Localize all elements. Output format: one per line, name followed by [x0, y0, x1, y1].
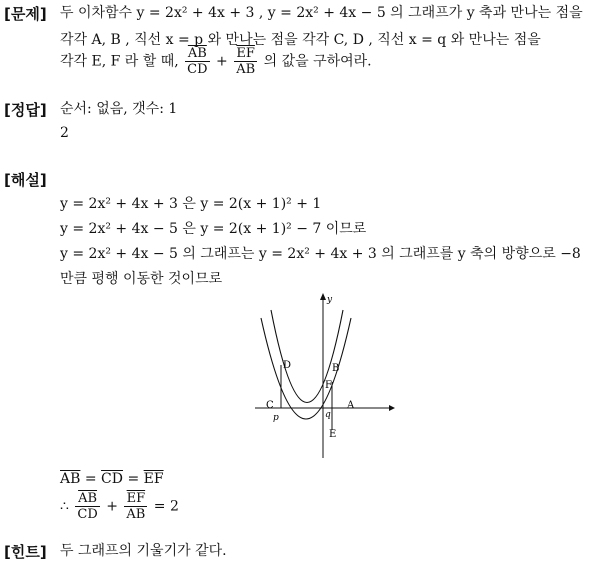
- point-b-label: B: [332, 363, 340, 374]
- solution-line-3: y = 2x² + 4x − 5 의 그래프는 y = 2x² + 4x + 3 의 그래프를 y 축의 방향으로 −8: [60, 246, 581, 262]
- point-c-label: C: [266, 400, 274, 411]
- result-fraction-ab-cd: [75, 491, 99, 522]
- segment-cd: $\overline{CD}$: [101, 471, 123, 487]
- problem-frac2-num: $\overline{EF}$: [236, 46, 255, 61]
- problem-fraction-ab-cd: [185, 46, 209, 77]
- parabola-graph: [255, 290, 395, 460]
- problem-frac2-den: AB: [236, 62, 256, 77]
- x-axis-arrow: [389, 405, 395, 411]
- result-frac1-num: $\overline{AB}$: [78, 491, 98, 506]
- hint-text: 두 그래프의 기울기가 같다.: [60, 543, 227, 559]
- problem-line-3-pre: 각각 E, F 라 할 때,: [60, 53, 179, 70]
- segment-ef: $\overline{EF}$: [143, 471, 164, 487]
- result-frac2-den: AB: [126, 507, 146, 522]
- segment-equality: [60, 470, 164, 488]
- result-value: = 2: [153, 498, 179, 515]
- problem-line-3-post: 의 값을 구하여라.: [263, 53, 372, 70]
- y-axis-arrow: [320, 293, 326, 300]
- point-f-label: F: [325, 380, 332, 391]
- therefore-symbol: ∴: [60, 498, 69, 515]
- point-q-label: q: [325, 410, 331, 420]
- answer-line-1: 순서: 없음, 갯수: 1: [60, 101, 178, 117]
- point-e-label: E: [329, 429, 337, 440]
- result-frac2-num: $\overline{EF}$: [126, 491, 146, 506]
- solution-line-2: y = 2x² + 4x − 5 은 y = 2(x + 1)² − 7 이므로: [60, 221, 367, 237]
- answer-label: [정답]: [4, 101, 47, 119]
- problem-fraction-ef-ab: [234, 46, 257, 77]
- problem-frac1-num: $\overline{AB}$: [187, 46, 207, 61]
- problem-plus: +: [216, 53, 228, 70]
- result-fraction-ef-ab: [124, 491, 147, 522]
- solution-line-1: y = 2x² + 4x + 3 은 y = 2(x + 1)² + 1: [60, 196, 322, 212]
- solution-line-4: 만큼 평행 이동한 것이므로: [60, 271, 223, 287]
- answer-line-2: 2: [60, 125, 69, 141]
- problem-line-3: [60, 46, 372, 77]
- result-frac1-den: CD: [77, 507, 98, 522]
- y-axis-label: y: [327, 295, 333, 305]
- problem-label: [문제]: [4, 5, 47, 23]
- point-p-label: p: [273, 413, 279, 423]
- problem-line-1: 두 이차함수 y = 2x² + 4x + 3 , y = 2x² + 4x − 5 의 그래프가 y 축과 만나는 점을: [60, 5, 583, 21]
- problem-frac1-den: CD: [187, 62, 208, 77]
- solution-label: [해설]: [4, 171, 47, 189]
- segment-ab: $\overline{AB}$: [60, 471, 81, 487]
- equal-sign-1: =: [84, 471, 97, 487]
- result-line: [60, 491, 179, 522]
- problem-line-2: 각각 A, B , 직선 x = p 와 만나는 점을 각각 C, D , 직선 x = q 와 만나는 점을: [60, 32, 541, 48]
- equal-sign-2: =: [127, 471, 140, 487]
- point-a-label: A: [347, 400, 355, 411]
- hint-label: [힌트]: [4, 543, 47, 561]
- point-d-label: D: [283, 360, 292, 371]
- result-plus: +: [106, 498, 118, 515]
